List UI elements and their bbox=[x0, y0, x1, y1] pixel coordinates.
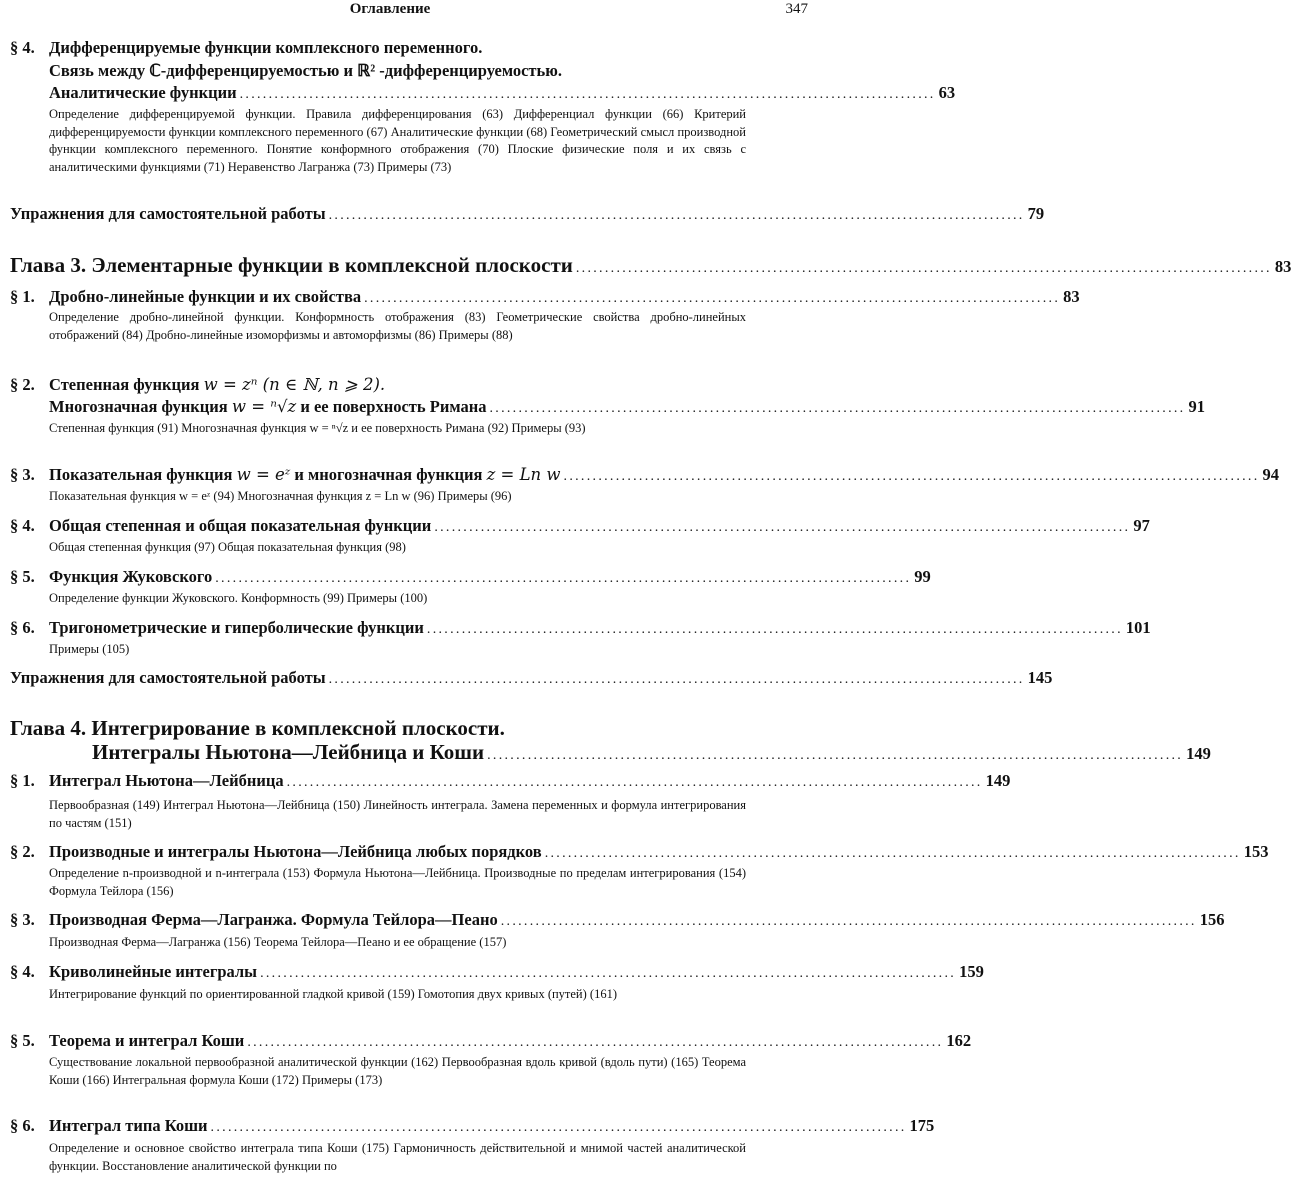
section-description: Определение n-производной и n-интеграла (153) Формула Ньютона—Лейбница. Производные по пределам интегрирования (154) Формула Тейлора (156) bbox=[49, 866, 746, 898]
section-title: Производные и интегралы Ньютона—Лейбница любых порядков bbox=[49, 842, 542, 861]
section-description: Первообразная (149) Интеграл Ньютона—Лейбница (150) Линейность интеграла. Замена переменных и формула интегрирования по частям (151) bbox=[49, 798, 746, 830]
leader-dots: ........................................................................................................................ bbox=[575, 261, 1272, 276]
running-title: Оглавление bbox=[349, 1, 431, 17]
entry-page: 175 bbox=[909, 1116, 935, 1135]
section-title: Производная Ферма—Лагранжа. Формула Тейлора—Пеано bbox=[49, 910, 498, 929]
section-title: Многозначная функция bbox=[49, 397, 228, 416]
leader-dots: ........................................................................................................................ bbox=[328, 208, 1025, 223]
leader-dots: ........................................................................................................................ bbox=[500, 914, 1197, 929]
toc-entry[interactable] bbox=[10, 1116, 935, 1136]
entry-page: 145 bbox=[1027, 668, 1053, 687]
toc-entry[interactable] bbox=[10, 465, 1280, 485]
chapter-title: Глава 3. Элементарные функции в комплексной плоскости bbox=[10, 253, 573, 277]
leader-dots: ........................................................................................................................ bbox=[487, 748, 1184, 763]
leader-dots: ........................................................................................................................ bbox=[247, 1035, 944, 1050]
leader-dots: ........................................................................................................................ bbox=[426, 622, 1123, 637]
section-mark: § 4. bbox=[10, 962, 35, 981]
toc-entry[interactable] bbox=[10, 618, 1151, 638]
section-title: Тригонометрические и гиперболические функции bbox=[49, 618, 424, 637]
section-description: Определение дифференцируемой функции. Правила дифференцирования (63) Дифференциал функции (66) Критерий дифференцируемости функции комплексного переменного (67) Аналитические функции (68) Геометрический смысл производной функции комплексного переменного. Понятие конформного отображения (70) Плоские физические поля и их связь с аналитическими функциями (71) Неравенство Лагранжа (73) Примеры (73) bbox=[49, 107, 746, 174]
section-title: Криволинейные интегралы bbox=[49, 962, 258, 981]
section-title-line bbox=[10, 375, 806, 395]
section-description: Общая степенная функция (97) Общая показательная функция (98) bbox=[49, 540, 406, 554]
chapter-title-line bbox=[10, 716, 806, 741]
section-title: Общая степенная и общая показательная функции bbox=[49, 516, 432, 535]
section-title: Дифференцируемые функции комплексного переменного. bbox=[49, 38, 483, 57]
formula: z = Ln w bbox=[486, 465, 561, 484]
section-title: Связь между ℂ-дифференцируемостью и ℝ² -дифференцируемостью. bbox=[49, 61, 562, 80]
entry-page: 99 bbox=[914, 567, 931, 586]
section-description: Определение функции Жуковского. Конформность (99) Примеры (100) bbox=[49, 591, 428, 605]
leader-dots: ........................................................................................................................ bbox=[286, 775, 983, 790]
chapter-title: Интегралы Ньютона—Лейбница и Коши bbox=[92, 740, 485, 764]
toc-entry[interactable] bbox=[10, 83, 956, 103]
page-header bbox=[0, 0, 814, 20]
toc-entry[interactable] bbox=[10, 287, 1080, 307]
toc-entry[interactable] bbox=[10, 771, 1011, 791]
entry-page: 101 bbox=[1125, 618, 1151, 637]
section-mark: § 2. bbox=[10, 375, 35, 394]
entry-page: 149 bbox=[985, 771, 1011, 790]
section-title: Теорема и интеграл Коши bbox=[49, 1031, 245, 1050]
section-mark: § 5. bbox=[10, 1031, 35, 1050]
section-mark: § 4. bbox=[10, 516, 35, 535]
chapter-title: Глава 4. Интегрирование в комплексной плоскости. bbox=[10, 716, 505, 740]
section-mark: § 3. bbox=[10, 910, 35, 929]
section-title: Дробно-линейные функции и их свойства bbox=[49, 287, 362, 306]
toc-entry[interactable] bbox=[10, 910, 1225, 930]
section-mark: § 3. bbox=[10, 465, 35, 484]
section-title: и ее поверхность Римана bbox=[300, 397, 487, 416]
section-description: Примеры (105) bbox=[49, 642, 130, 656]
section-title: Интеграл типа Коши bbox=[49, 1116, 208, 1135]
leader-dots: ........................................................................................................................ bbox=[260, 966, 957, 981]
section-mark: § 1. bbox=[10, 771, 35, 790]
section-title: Функция Жуковского bbox=[49, 567, 213, 586]
section-mark: § 1. bbox=[10, 287, 35, 306]
entry-page: 63 bbox=[938, 83, 956, 102]
toc-entry[interactable] bbox=[10, 1031, 972, 1051]
leader-dots: ........................................................................................................................ bbox=[239, 87, 936, 102]
entry-page: 83 bbox=[1274, 257, 1291, 276]
entry-page: 162 bbox=[946, 1031, 972, 1050]
entry-page: 149 bbox=[1186, 744, 1211, 763]
toc-entry[interactable] bbox=[10, 962, 984, 982]
entry-page: 156 bbox=[1199, 910, 1225, 929]
leader-dots: ........................................................................................................................ bbox=[364, 291, 1061, 306]
section-description: Показательная функция w = eᶻ (94) Многозначная функция z = Ln w (96) Примеры (96) bbox=[49, 489, 512, 503]
exercises-title: Упражнения для самостоятельной работы bbox=[10, 668, 326, 687]
toc-entry[interactable] bbox=[10, 397, 1205, 417]
section-description: Определение и основное свойство интеграла типа Коши (175) Гармоничность действительной и мнимой частей аналитической функции. Восстановление аналитической функции по bbox=[49, 1141, 746, 1173]
section-mark: § 6. bbox=[10, 1116, 35, 1135]
section-description: Существование локальной первообразной аналитической функции (162) Первообразная вдоль кривой (вдоль пути) (165) Теорема Коши (166) Интегральная формула Коши (172) Примеры (173) bbox=[49, 1055, 746, 1087]
toc-entry[interactable] bbox=[10, 668, 1053, 688]
page-number: 347 bbox=[785, 1, 808, 17]
leader-dots: ........................................................................................................................ bbox=[489, 401, 1186, 416]
toc-entry[interactable] bbox=[10, 516, 1150, 536]
leader-dots: ........................................................................................................................ bbox=[215, 571, 912, 586]
section-mark: § 5. bbox=[10, 567, 35, 586]
formula: w = eᶻ bbox=[236, 465, 291, 484]
section-title: Показательная функция bbox=[49, 465, 233, 484]
exercises-title: Упражнения для самостоятельной работы bbox=[10, 204, 326, 223]
section-title: и многозначная функция bbox=[294, 465, 483, 484]
section-mark: § 2. bbox=[10, 842, 35, 861]
entry-page: 159 bbox=[959, 962, 984, 981]
entry-page: 153 bbox=[1243, 842, 1269, 861]
leader-dots: ........................................................................................................................ bbox=[544, 846, 1241, 861]
chapter-entry[interactable] bbox=[10, 253, 1291, 278]
section-title-line bbox=[10, 38, 806, 58]
leader-dots: ........................................................................................................................ bbox=[328, 672, 1025, 687]
section-description: Интегрирование функций по ориентированной гладкой кривой (159) Гомотопия двух кривых (путей) (161) bbox=[49, 987, 617, 1001]
chapter-entry[interactable] bbox=[92, 740, 1211, 765]
leader-dots: ........................................................................................................................ bbox=[210, 1120, 907, 1135]
entry-page: 83 bbox=[1063, 287, 1080, 306]
formula: w = zⁿ (n ∈ ℕ, n ⩾ 2). bbox=[203, 375, 386, 394]
section-description: Определение дробно-линейной функции. Конформность отображения (83) Геометрические свойства дробно-линейных отображений (84) Дробно-линейные изоморфизмы и автоморфизмы (86) Примеры (88) bbox=[49, 310, 746, 342]
entry-page: 94 bbox=[1262, 465, 1280, 484]
section-mark: § 4. bbox=[10, 38, 35, 57]
toc-entry[interactable] bbox=[10, 842, 1269, 862]
section-description: Производная Ферма—Лагранжа (156) Теорема Тейлора—Пеано и ее обращение (157) bbox=[49, 935, 507, 949]
leader-dots: ........................................................................................................................ bbox=[563, 469, 1260, 484]
toc-entry[interactable] bbox=[10, 567, 931, 587]
toc-entry[interactable] bbox=[10, 204, 1045, 224]
section-mark: § 6. bbox=[10, 618, 35, 637]
section-description: Степенная функция (91) Многозначная функция w = ⁿ√z и ее поверхность Римана (92) Примеры (93) bbox=[49, 421, 586, 435]
entry-page: 91 bbox=[1188, 397, 1205, 416]
entry-page: 97 bbox=[1133, 516, 1150, 535]
section-title-line bbox=[10, 61, 845, 81]
section-title: Аналитические функции bbox=[49, 83, 237, 102]
formula: w = ⁿ√z bbox=[231, 397, 297, 416]
section-title: Степенная функция bbox=[49, 375, 200, 394]
section-title: Интеграл Ньютона—Лейбница bbox=[49, 771, 284, 790]
leader-dots: ........................................................................................................................ bbox=[434, 520, 1131, 535]
entry-page: 79 bbox=[1027, 204, 1045, 223]
